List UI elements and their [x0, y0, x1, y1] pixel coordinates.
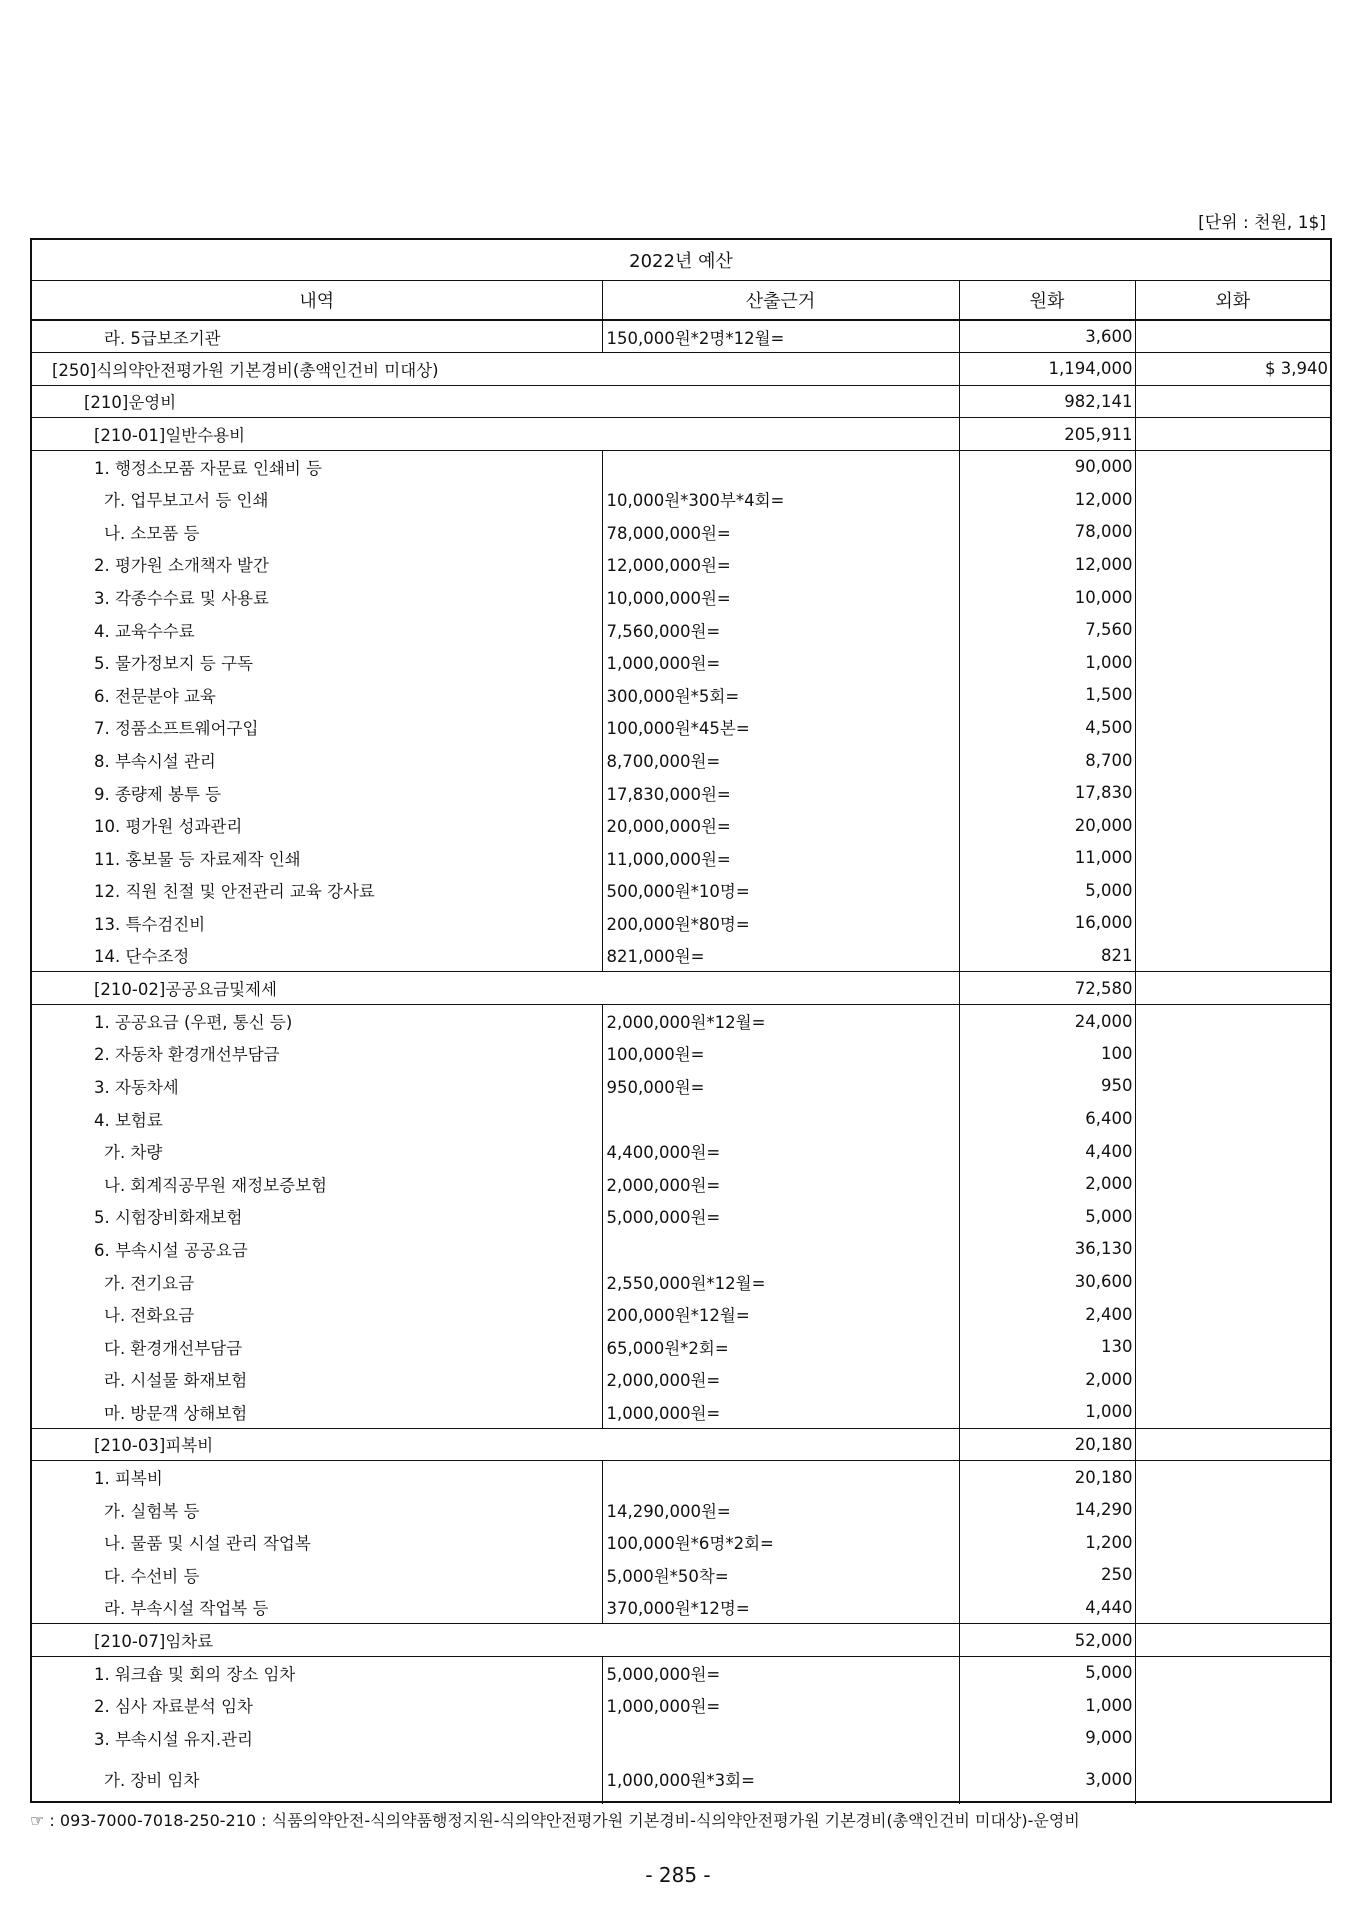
- item-cell: 5. 시험장비화재보험: [94, 1208, 243, 1228]
- unit-label: [단위 : 천원, 1$]: [1198, 213, 1326, 233]
- basis-cell: 5,000,000원=: [602, 1200, 959, 1233]
- basis-cell: 5,000,000원=: [602, 1656, 959, 1689]
- table-row: [32, 1754, 1330, 1804]
- basis-cell: 1,000,000원*3회=: [602, 1754, 959, 1804]
- item-cell: 2. 자동차 환경개선부담금: [94, 1045, 280, 1065]
- table-row: [32, 548, 1330, 581]
- table-title-row: [32, 240, 1330, 280]
- fx-cell: [1135, 1070, 1330, 1103]
- item-cell: 다. 환경개선부담금: [104, 1338, 243, 1358]
- fx-cell: [1135, 1265, 1330, 1298]
- fx-cell: [1135, 1135, 1330, 1168]
- item-cell: 가. 차량: [104, 1143, 163, 1163]
- table-row: [32, 1200, 1330, 1233]
- basis-cell: 100,000원=: [602, 1037, 959, 1070]
- krw-cell: 6,400: [959, 1102, 1135, 1135]
- krw-cell: 4,500: [959, 711, 1135, 744]
- basis-cell: 12,000,000원=: [602, 548, 959, 581]
- item-cell: [210-07]임차료: [32, 1624, 959, 1657]
- table-header-row: [32, 280, 1330, 320]
- basis-cell: [602, 1722, 959, 1755]
- item-cell: 나. 소모품 등: [104, 523, 200, 543]
- fx-cell: [1135, 1722, 1330, 1755]
- table-row: [32, 613, 1330, 646]
- fx-cell: [1135, 646, 1330, 679]
- item-cell: 라. 부속시설 작업복 등: [104, 1599, 269, 1619]
- fx-cell: [1135, 1167, 1330, 1200]
- table-row: [32, 842, 1330, 875]
- fx-cell: [1135, 842, 1330, 875]
- table-row: [32, 776, 1330, 809]
- table-row: [32, 744, 1330, 777]
- basis-cell: 2,000,000원=: [602, 1363, 959, 1396]
- item-cell: 다. 수선비 등: [104, 1566, 200, 1586]
- krw-cell: 7,560: [959, 613, 1135, 646]
- item-cell: 2. 심사 자료분석 임차: [94, 1697, 253, 1717]
- fx-cell: [1135, 809, 1330, 842]
- item-cell: 나. 전화요금: [104, 1306, 195, 1326]
- table-row: [32, 1070, 1330, 1103]
- basis-cell: 950,000원=: [602, 1070, 959, 1103]
- krw-cell: 3,000: [959, 1754, 1135, 1804]
- basis-cell: 150,000원*2명*12월=: [602, 320, 959, 353]
- basis-cell: 7,560,000원=: [602, 613, 959, 646]
- fx-cell: [1135, 320, 1330, 353]
- table-row: [32, 1135, 1330, 1168]
- krw-cell: 16,000: [959, 907, 1135, 940]
- table-title: 2022년 예산: [32, 240, 1330, 280]
- fx-cell: [1135, 1233, 1330, 1266]
- table-row: [32, 1689, 1330, 1722]
- table-row: [32, 939, 1330, 972]
- krw-cell: 72,580: [959, 972, 1135, 1005]
- header-krw: 원화: [959, 280, 1135, 320]
- krw-cell: 11,000: [959, 842, 1135, 875]
- footnote: ☞ : 093-7000-7018-250-210 : 식품의약안전-식의약품행정지원-식의약안전평가원 기본경비-식의약안전평가원 기본경비(총액인건비 미대상)-운영비: [30, 1811, 1080, 1830]
- basis-cell: 20,000,000원=: [602, 809, 959, 842]
- table-row: [32, 679, 1330, 712]
- krw-cell: 20,000: [959, 809, 1135, 842]
- header-basis: 산출근거: [602, 280, 959, 320]
- basis-cell: 500,000원*10명=: [602, 874, 959, 907]
- krw-cell: 78,000: [959, 516, 1135, 549]
- subcategory-row: [32, 1428, 1330, 1461]
- basis-cell: 65,000원*2회=: [602, 1330, 959, 1363]
- item-cell: 나. 회계직공무원 재정보증보험: [104, 1175, 327, 1195]
- fx-cell: [1135, 1689, 1330, 1722]
- krw-cell: 14,290: [959, 1493, 1135, 1526]
- fx-cell: [1135, 1624, 1330, 1657]
- fx-cell: [1135, 1102, 1330, 1135]
- krw-cell: 2,000: [959, 1167, 1135, 1200]
- item-cell: 4. 교육수수료: [94, 621, 195, 641]
- fx-cell: [1135, 1526, 1330, 1559]
- table-row: [32, 1591, 1330, 1624]
- krw-cell: 1,000: [959, 1689, 1135, 1722]
- krw-cell: 20,180: [959, 1428, 1135, 1461]
- krw-cell: 982,141: [959, 385, 1135, 418]
- subcategory-row: [32, 972, 1330, 1005]
- table-row: [32, 1167, 1330, 1200]
- fx-cell: [1135, 1363, 1330, 1396]
- item-cell: 나. 물품 및 시설 관리 작업복: [104, 1534, 311, 1554]
- item-cell: [210-02]공공요금및제세: [32, 972, 959, 1005]
- item-cell: 3. 자동차세: [94, 1077, 179, 1097]
- fx-cell: [1135, 1004, 1330, 1037]
- fx-cell: [1135, 450, 1330, 483]
- item-cell: 라. 시설물 화재보험: [104, 1371, 248, 1391]
- basis-cell: 1,000,000원=: [602, 646, 959, 679]
- item-cell: 마. 방문객 상해보험: [104, 1403, 248, 1423]
- krw-cell: 4,440: [959, 1591, 1135, 1624]
- fx-cell: [1135, 1298, 1330, 1331]
- basis-cell: 2,000,000원*12월=: [602, 1004, 959, 1037]
- fx-cell: [1135, 776, 1330, 809]
- basis-cell: 11,000,000원=: [602, 842, 959, 875]
- krw-cell: 1,500: [959, 679, 1135, 712]
- krw-cell: 20,180: [959, 1461, 1135, 1494]
- table-row: [32, 483, 1330, 516]
- krw-cell: 1,000: [959, 646, 1135, 679]
- fx-cell: [1135, 1559, 1330, 1592]
- table-row: [32, 450, 1330, 483]
- item-cell: 9. 종량제 봉투 등: [94, 784, 222, 804]
- header-fx: 외화: [1135, 280, 1330, 320]
- fx-cell: [1135, 516, 1330, 549]
- item-cell: 가. 업무보고서 등 인쇄: [104, 491, 269, 511]
- subcategory-row: [32, 1624, 1330, 1657]
- basis-cell: 300,000원*5회=: [602, 679, 959, 712]
- item-cell: [210-01]일반수용비: [32, 418, 959, 451]
- table-row: [32, 907, 1330, 940]
- item-cell: 4. 보험료: [94, 1110, 163, 1130]
- page-number: - 285 -: [645, 1863, 711, 1887]
- program-row: [32, 353, 1330, 386]
- category-row: [32, 385, 1330, 418]
- table-row: [32, 1265, 1330, 1298]
- basis-cell: 200,000원*80명=: [602, 907, 959, 940]
- item-cell: 8. 부속시설 관리: [94, 752, 216, 772]
- budget-table: [32, 240, 1330, 1804]
- basis-cell: 370,000원*12명=: [602, 1591, 959, 1624]
- basis-cell: [602, 1233, 959, 1266]
- krw-cell: 5,000: [959, 1200, 1135, 1233]
- krw-cell: 30,600: [959, 1265, 1135, 1298]
- item-cell: 1. 행정소모품 자문료 인쇄비 등: [32, 450, 602, 483]
- fx-cell: [1135, 613, 1330, 646]
- item-cell: 라. 5급보조기관: [104, 328, 221, 348]
- table-row: [32, 711, 1330, 744]
- krw-cell: 36,130: [959, 1233, 1135, 1266]
- item-cell: 11. 홍보물 등 자료제작 인쇄: [94, 849, 301, 869]
- table-row: [32, 1656, 1330, 1689]
- table-row: [32, 1298, 1330, 1331]
- basis-cell: 10,000원*300부*4회=: [602, 483, 959, 516]
- table-row: [32, 1330, 1330, 1363]
- table-row: [32, 1363, 1330, 1396]
- table-row: [32, 646, 1330, 679]
- table-row: [32, 1037, 1330, 1070]
- fx-cell: [1135, 1493, 1330, 1526]
- krw-cell: 1,000: [959, 1396, 1135, 1429]
- item-cell: 6. 전문분야 교육: [94, 686, 216, 706]
- table-row: [32, 1722, 1330, 1755]
- fx-cell: [1135, 1200, 1330, 1233]
- krw-cell: 12,000: [959, 548, 1135, 581]
- basis-cell: 100,000원*6명*2회=: [602, 1526, 959, 1559]
- basis-cell: 2,550,000원*12월=: [602, 1265, 959, 1298]
- fx-cell: [1135, 1037, 1330, 1070]
- fx-cell: [1135, 385, 1330, 418]
- fx-cell: [1135, 679, 1330, 712]
- item-cell: 10. 평가원 성과관리: [94, 817, 243, 837]
- basis-cell: 4,400,000원=: [602, 1135, 959, 1168]
- table-row: [32, 581, 1330, 614]
- fx-cell: [1135, 744, 1330, 777]
- table-row: [32, 1526, 1330, 1559]
- item-cell: 12. 직원 친절 및 안전관리 교육 강사료: [94, 882, 375, 902]
- item-cell: [210-03]피복비: [32, 1428, 959, 1461]
- basis-cell: [602, 450, 959, 483]
- basis-cell: 1,000,000원=: [602, 1396, 959, 1429]
- krw-cell: 205,911: [959, 418, 1135, 451]
- table-row: [32, 1102, 1330, 1135]
- basis-cell: 821,000원=: [602, 939, 959, 972]
- krw-cell: 12,000: [959, 483, 1135, 516]
- fx-cell: [1135, 581, 1330, 614]
- item-cell: [250]식의약안전평가원 기본경비(총액인건비 미대상): [32, 353, 959, 386]
- table-row: [32, 1559, 1330, 1592]
- item-cell: 1. 피복비: [32, 1461, 602, 1494]
- fx-cell: [1135, 1591, 1330, 1624]
- basis-cell: 14,290,000원=: [602, 1493, 959, 1526]
- krw-cell: 8,700: [959, 744, 1135, 777]
- basis-cell: [602, 1102, 959, 1135]
- item-cell: 13. 특수검진비: [94, 914, 206, 934]
- krw-cell: 5,000: [959, 1656, 1135, 1689]
- krw-cell: 52,000: [959, 1624, 1135, 1657]
- basis-cell: 78,000,000원=: [602, 516, 959, 549]
- item-cell: 1. 워크숍 및 회의 장소 임차: [32, 1656, 602, 1689]
- item-cell: 2. 평가원 소개책자 발간: [94, 556, 269, 576]
- krw-cell: 250: [959, 1559, 1135, 1592]
- subcategory-row: [32, 418, 1330, 451]
- item-cell: 가. 전기요금: [104, 1273, 195, 1293]
- krw-cell: 130: [959, 1330, 1135, 1363]
- fx-cell: [1135, 1754, 1330, 1804]
- fx-cell: [1135, 483, 1330, 516]
- header-item: 내역: [32, 280, 602, 320]
- krw-cell: 24,000: [959, 1004, 1135, 1037]
- krw-cell: 17,830: [959, 776, 1135, 809]
- krw-cell: 1,194,000: [959, 353, 1135, 386]
- item-cell: 7. 정품소프트웨어구입: [94, 719, 259, 739]
- fx-cell: [1135, 1396, 1330, 1429]
- fx-cell: [1135, 1656, 1330, 1689]
- item-cell: 5. 물가정보지 등 구독: [94, 654, 253, 674]
- table-row: [32, 1461, 1330, 1494]
- krw-cell: 90,000: [959, 450, 1135, 483]
- krw-cell: 950: [959, 1070, 1135, 1103]
- krw-cell: 10,000: [959, 581, 1135, 614]
- basis-cell: 200,000원*12월=: [602, 1298, 959, 1331]
- table-row: [32, 1396, 1330, 1429]
- fx-cell: [1135, 907, 1330, 940]
- table-row: [32, 1233, 1330, 1266]
- krw-cell: 1,200: [959, 1526, 1135, 1559]
- krw-cell: 2,000: [959, 1363, 1135, 1396]
- basis-cell: [602, 1461, 959, 1494]
- krw-cell: 9,000: [959, 1722, 1135, 1755]
- basis-cell: 100,000원*45본=: [602, 711, 959, 744]
- krw-cell: 821: [959, 939, 1135, 972]
- item-cell: 3. 각종수수료 및 사용료: [94, 589, 269, 609]
- item-cell: 가. 장비 임차: [104, 1771, 200, 1791]
- krw-cell: 5,000: [959, 874, 1135, 907]
- krw-cell: 2,400: [959, 1298, 1135, 1331]
- fx-cell: [1135, 972, 1330, 1005]
- fx-cell: [1135, 939, 1330, 972]
- basis-cell: 5,000원*50착=: [602, 1559, 959, 1592]
- item-cell: 6. 부속시설 공공요금: [94, 1240, 248, 1260]
- basis-cell: 1,000,000원=: [602, 1689, 959, 1722]
- table-row: [32, 516, 1330, 549]
- item-cell: 14. 단수조정: [94, 947, 190, 967]
- item-cell: 가. 실험복 등: [104, 1501, 200, 1521]
- fx-cell: [1135, 874, 1330, 907]
- fx-cell: [1135, 1461, 1330, 1494]
- krw-cell: 3,600: [959, 320, 1135, 353]
- fx-cell: $ 3,940: [1135, 353, 1330, 386]
- basis-cell: 17,830,000원=: [602, 776, 959, 809]
- budget-table-frame: [30, 238, 1332, 1803]
- item-cell: 1. 공공요금 (우편, 통신 등): [32, 1004, 602, 1037]
- basis-cell: 10,000,000원=: [602, 581, 959, 614]
- fx-cell: [1135, 1428, 1330, 1461]
- table-row: [32, 1004, 1330, 1037]
- fx-cell: [1135, 1330, 1330, 1363]
- fx-cell: [1135, 418, 1330, 451]
- table-row: [32, 1493, 1330, 1526]
- basis-cell: 2,000,000원=: [602, 1167, 959, 1200]
- krw-cell: 100: [959, 1037, 1135, 1070]
- krw-cell: 4,400: [959, 1135, 1135, 1168]
- fx-cell: [1135, 711, 1330, 744]
- table-row: [32, 874, 1330, 907]
- table-row: [32, 320, 1330, 353]
- item-cell: 3. 부속시설 유지.관리: [94, 1729, 253, 1749]
- table-row: [32, 809, 1330, 842]
- basis-cell: 8,700,000원=: [602, 744, 959, 777]
- item-cell: [210]운영비: [32, 385, 959, 418]
- fx-cell: [1135, 548, 1330, 581]
